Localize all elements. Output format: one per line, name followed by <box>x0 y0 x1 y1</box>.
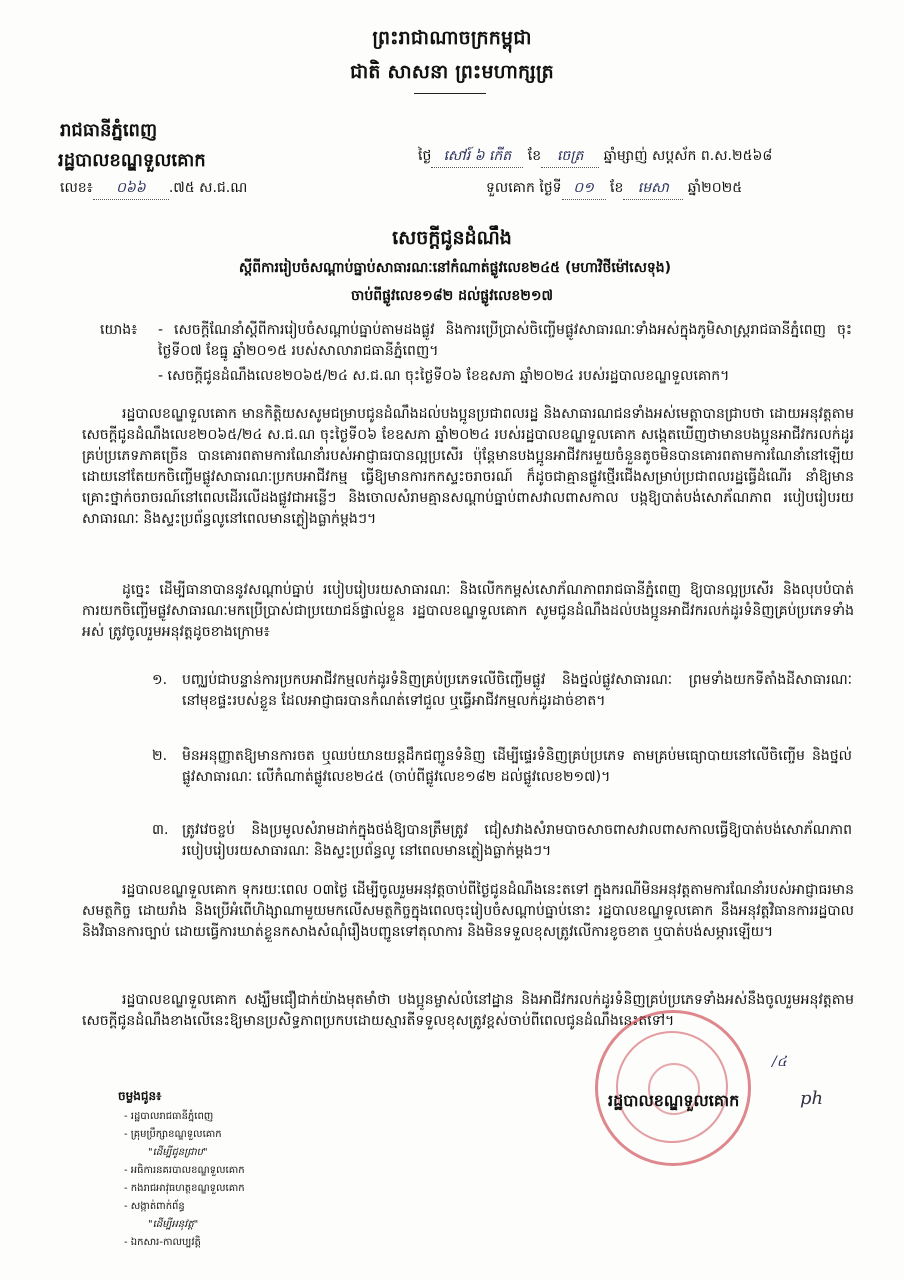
item-1-number: ១. <box>152 672 168 688</box>
motto-heading: ជាតិ សាសនា ព្រះមហាក្សត្រ <box>350 61 554 83</box>
reference-item-1: - សេចក្តីណែនាំស្តីពីការរៀបចំសណ្តាប់ធ្នាប់តាមដងផ្លូវ និងការប្រើប្រាស់ចិញ្ចើមផ្លូវសាធារណៈទាំងអស់ក្នុងភូមិសាស្ត្ររាជធានីភ្នំពេញ ចុះថ្ងៃទី០៧ ខែធ្នូ ឆ្នាំ២០១៥ របស់សាលារាជធានីភ្នំពេញ។ <box>158 322 852 359</box>
item-2-text: មិនអនុញ្ញាតឱ្យមានការចត ឬឈប់យានយន្តដឹកជញ្ជូនទំនិញ ដើម្បីផ្ទេរទំនិញគ្រប់ប្រភេទ តាមគ្រប់មធ្យោបាយនៅលើចិញ្ចើម និងថ្នល់ផ្លូវសាធារណៈ លើកំណាត់ផ្លូវលេខ២៤៥ (ចាប់ពីផ្លូវលេខ១៨២ ដល់ផ្លូវលេខ២១៧)។ <box>182 748 852 785</box>
solar-day-label: ទួលគោក ថ្ងៃទី <box>486 180 562 196</box>
lunar-date <box>418 146 868 168</box>
issuer-district: រដ្ឋបាលខណ្ឌទួលគោក <box>58 150 206 171</box>
header-divider <box>414 93 486 94</box>
body-paragraph-1: រដ្ឋបាលខណ្ឌទួលគោក មានកិត្តិយសសូមជម្រាបជូនដំណឹងដល់បងប្អូនប្រជាពលរដ្ឋ និងសាធារណជនទាំងអស់មេត្តាបានជ្រាបថា ដោយអនុវត្តតាមសេចក្តីជូនដំណឹងលេខ២០៦៥/២៤ ស.ជ.ណ ចុះថ្ងៃទី០៦ ខែឧសភា ឆ្នាំ២០២៤ របស់រដ្ឋបាលខណ្ឌទួលគោក សង្កេតឃើញថាមានបងប្អូនអាជីវករលក់ដូរគ្រប់ប្រភេទភាគច្រើន បានគោរពតាមការណែនាំរបស់អាជ្ញាធរបានល្អប្រសើរ ប៉ុន្តែមានបងប្អូនអាជីវករមួយចំនួនតូចមិនបានគោរពតាមការណែនាំនៅឡើយ ដោយនៅតែយកចិញ្ចើមផ្លូវសាធារណៈប្រកបអាជីវកម្ម ធ្វើឱ្យមានការកកស្ទះចរាចរណ៍ ក៏ដូចជាគ្មានផ្លូវថ្មើរជើងសម្រាប់ប្រជាពលរដ្ឋធ្វើដំណើរ នាំឱ្យមានគ្រោះថ្នាក់ចរាចរណ៍នៅពេលដើរលើដងផ្លូវជាអន្លើៗ និងចោលសំរាមគ្មានសណ្តាប់ធ្នាប់ពាសវាលពាសកាល បង្កឱ្យបាត់បង់សោភ័ណភាព របៀបរៀបរយសាធារណៈ និងស្ទះប្រព័ន្ធលូនៅពេលមានភ្លៀងធ្លាក់ម្តងៗ។ <box>82 406 854 527</box>
body-paragraph-4: រដ្ឋបាលខណ្ឌទួលគោក សង្ឃឹមជឿជាក់យ៉ាងមុតមាំថា បងប្អូនម្ចាស់លំនៅដ្ឋាន និងអាជីវករលក់ដូរទំនិញគ្រប់ប្រភេទទាំងអស់នឹងចូលរួមអនុវត្តតាមសេចក្តីជូនដំណឹងខាងលើនេះឱ្យមានប្រសិទ្ធភាពប្រកបដោយស្មារតីទទួលខុសត្រូវខ្ពស់ចាប់ពីពេលជូនដំណឹងនេះតទៅ។ <box>82 992 854 1029</box>
item-3-number: ៣. <box>152 822 169 838</box>
reference-suffix: .៧៥ ស.ជ.ណ <box>168 180 248 196</box>
solar-day-handwritten: ០១ <box>573 180 594 196</box>
body-paragraph-3: រដ្ឋបាលខណ្ឌទួលគោក ទុករយៈពេល ០៣ថ្ងៃ ដើម្បីចូលរួមអនុវត្តចាប់ពីថ្ងៃជូនដំណឹងនេះតទៅ ក្នុងករណីមិនអនុវត្តតាមការណែនាំរបស់អាជ្ញាធរមានសមត្ថកិច្ច ដោយរាំង និងប្រើអំពើហិង្សាណាមួយមកលើសមត្ថកិច្ចក្នុងពេលចុះរៀបចំសណ្តាប់ធ្នាប់នោះ រដ្ឋបាលខណ្ឌទួលគោក នឹងអនុវត្តវិធានការរដ្ឋបាល និងវិធានការច្បាប់ ដោយធ្វើការឃាត់ខ្លួនកសាងសំណុំរឿងបញ្ជូនទៅតុលាការ និងមិនទទួលខុសត្រូវលើការខូចខាត ឬបាត់បង់សម្ភារឡើយ។ <box>82 882 854 940</box>
closing-handwritten-mark: /៤ <box>772 1054 787 1070</box>
issuer-capital: រាជធានីភ្នំពេញ <box>60 120 158 141</box>
copy-to-label: ចម្លងជូន៖ <box>118 1089 162 1103</box>
reference-label: លេខ៖ <box>60 180 93 196</box>
recipient-item: - រដ្ឋបាលរាជធានីភ្នំពេញ <box>124 1111 214 1122</box>
official-seal <box>595 1010 751 1166</box>
signatory-label: រដ្ឋបាលខណ្ឌទួលគោក <box>608 1091 740 1110</box>
lunar-month-handwritten: ចេត្រ <box>556 148 584 164</box>
item-1-text: បញ្ឈប់ជាបន្ទាន់ការប្រកបអាជីវកម្មលក់ដូរទំនិញគ្រប់ប្រភេទលើចិញ្ចើមផ្លូវ និងថ្នល់ផ្លូវសាធារណៈ ព្រមទាំងយកទីតាំងដីសាធារណៈនៅមុខផ្ទះរបស់ខ្លួន ដែលអាជ្ញាធរបានកំណត់ទៅជួល ឬធ្វើអាជីវកម្មលក់ដូរដាច់ខាត។ <box>182 672 852 709</box>
solar-month-handwritten: មេសា <box>637 180 669 196</box>
kingdom-heading: ព្រះរាជាណាចក្រកម្ពុជា <box>372 27 532 49</box>
lunar-day-label: ថ្ងៃ <box>418 148 432 164</box>
recipient-item: - អធិការនគរបាលខណ្ឌទួលគោក <box>124 1165 245 1176</box>
solar-date <box>486 178 866 200</box>
reference-handwritten: ០៦៦ <box>115 180 146 196</box>
recipient-item: - កងរាជអាវុធហត្ថខណ្ឌទួលគោក <box>124 1183 245 1194</box>
recipient-note: "ដើម្បីអនុវត្ត" <box>148 1219 199 1230</box>
item-2-number: ២. <box>152 748 168 764</box>
reference-number <box>60 178 247 200</box>
lunar-month-label: ខែ <box>527 148 542 164</box>
handwritten-signature: ph <box>800 1088 824 1109</box>
reference-item-2: - សេចក្តីជូនដំណឹងលេខ២០៦៥/២៤ ស.ជ.ណ ចុះថ្ងៃទី០៦ ខែឧសភា ឆ្នាំ២០២៤ របស់រដ្ឋបាលខណ្ឌទួលគោក។ <box>158 368 730 384</box>
references-label: យោង៖ <box>100 322 138 338</box>
notice-title: សេចក្តីជូនដំណឹង <box>392 227 512 249</box>
notice-subject-line2: ចាប់ពីផ្លូវលេខ១៨២ ដល់ផ្លូវលេខ២១៧ <box>351 288 553 304</box>
recipient-note: "ដើម្បីជូនជ្រាប" <box>148 1147 208 1158</box>
solar-year-text: ឆ្នាំ២០២៥ <box>687 180 743 196</box>
solar-month-label: ខែ <box>610 180 624 196</box>
lunar-year-text: ឆ្នាំម្សាញ់ សប្តស័ក ព.ស.២៥៦៨ <box>603 148 773 164</box>
seal-inner-ring <box>616 1031 728 1143</box>
lunar-day-handwritten: សៅរ៍ ៦ កើត <box>443 148 512 164</box>
recipient-item: - គ្រុមប្រឹក្សាខណ្ឌទួលគោក <box>124 1129 222 1140</box>
copy-to-list <box>124 1108 344 1252</box>
recipient-item: - ឯកសារ-កាលប្បវត្តិ <box>124 1237 201 1248</box>
item-3-text: ត្រូវវេចខ្ចប់ និងប្រមូលសំរាមដាក់ក្នុងថង់ឱ្យបានត្រឹមត្រូវ ជៀសវាងសំរាមបាចសាចពាសវាលពាសកាលធ្វើឱ្យបាត់បង់សោភ័ណភាព របៀបរៀបរយសាធារណៈ និងស្ទះប្រព័ន្ធលូ នៅពេលមានភ្លៀងធ្លាក់ម្តងៗ។ <box>182 822 852 859</box>
notice-subject-line1: ស្តីពីការរៀបចំសណ្តាប់ធ្នាប់សាធារណៈនៅកំណាត់ផ្លូវលេខ២៤៥ (មហាវិថីម៉ៅសេទុង) <box>238 260 672 276</box>
body-paragraph-2: ដូច្នេះ ដើម្បីធានាបាននូវសណ្តាប់ធ្នាប់ របៀបរៀបរយសាធារណៈ និងលើកកម្ពស់សោភ័ណភាពរាជធានីភ្នំពេញ ឱ្យបានល្អប្រសើរ និងលុបបំបាត់ការយកចិញ្ចើមផ្លូវសាធារណៈមកប្រើប្រាស់ជាប្រយោជន៍ផ្ទាល់ខ្លួន រដ្ឋបាលខណ្ឌទួលគោក សូមជូនដំណឹងដល់បងប្អូនអាជីវករលក់ដូរទំនិញគ្រប់ប្រភេទទាំងអស់ ត្រូវចូលរួមអនុវត្តដូចខាងក្រោម៖ <box>82 582 854 640</box>
recipient-item: - សង្កាត់ពាក់ព័ន្ធ <box>124 1201 185 1212</box>
